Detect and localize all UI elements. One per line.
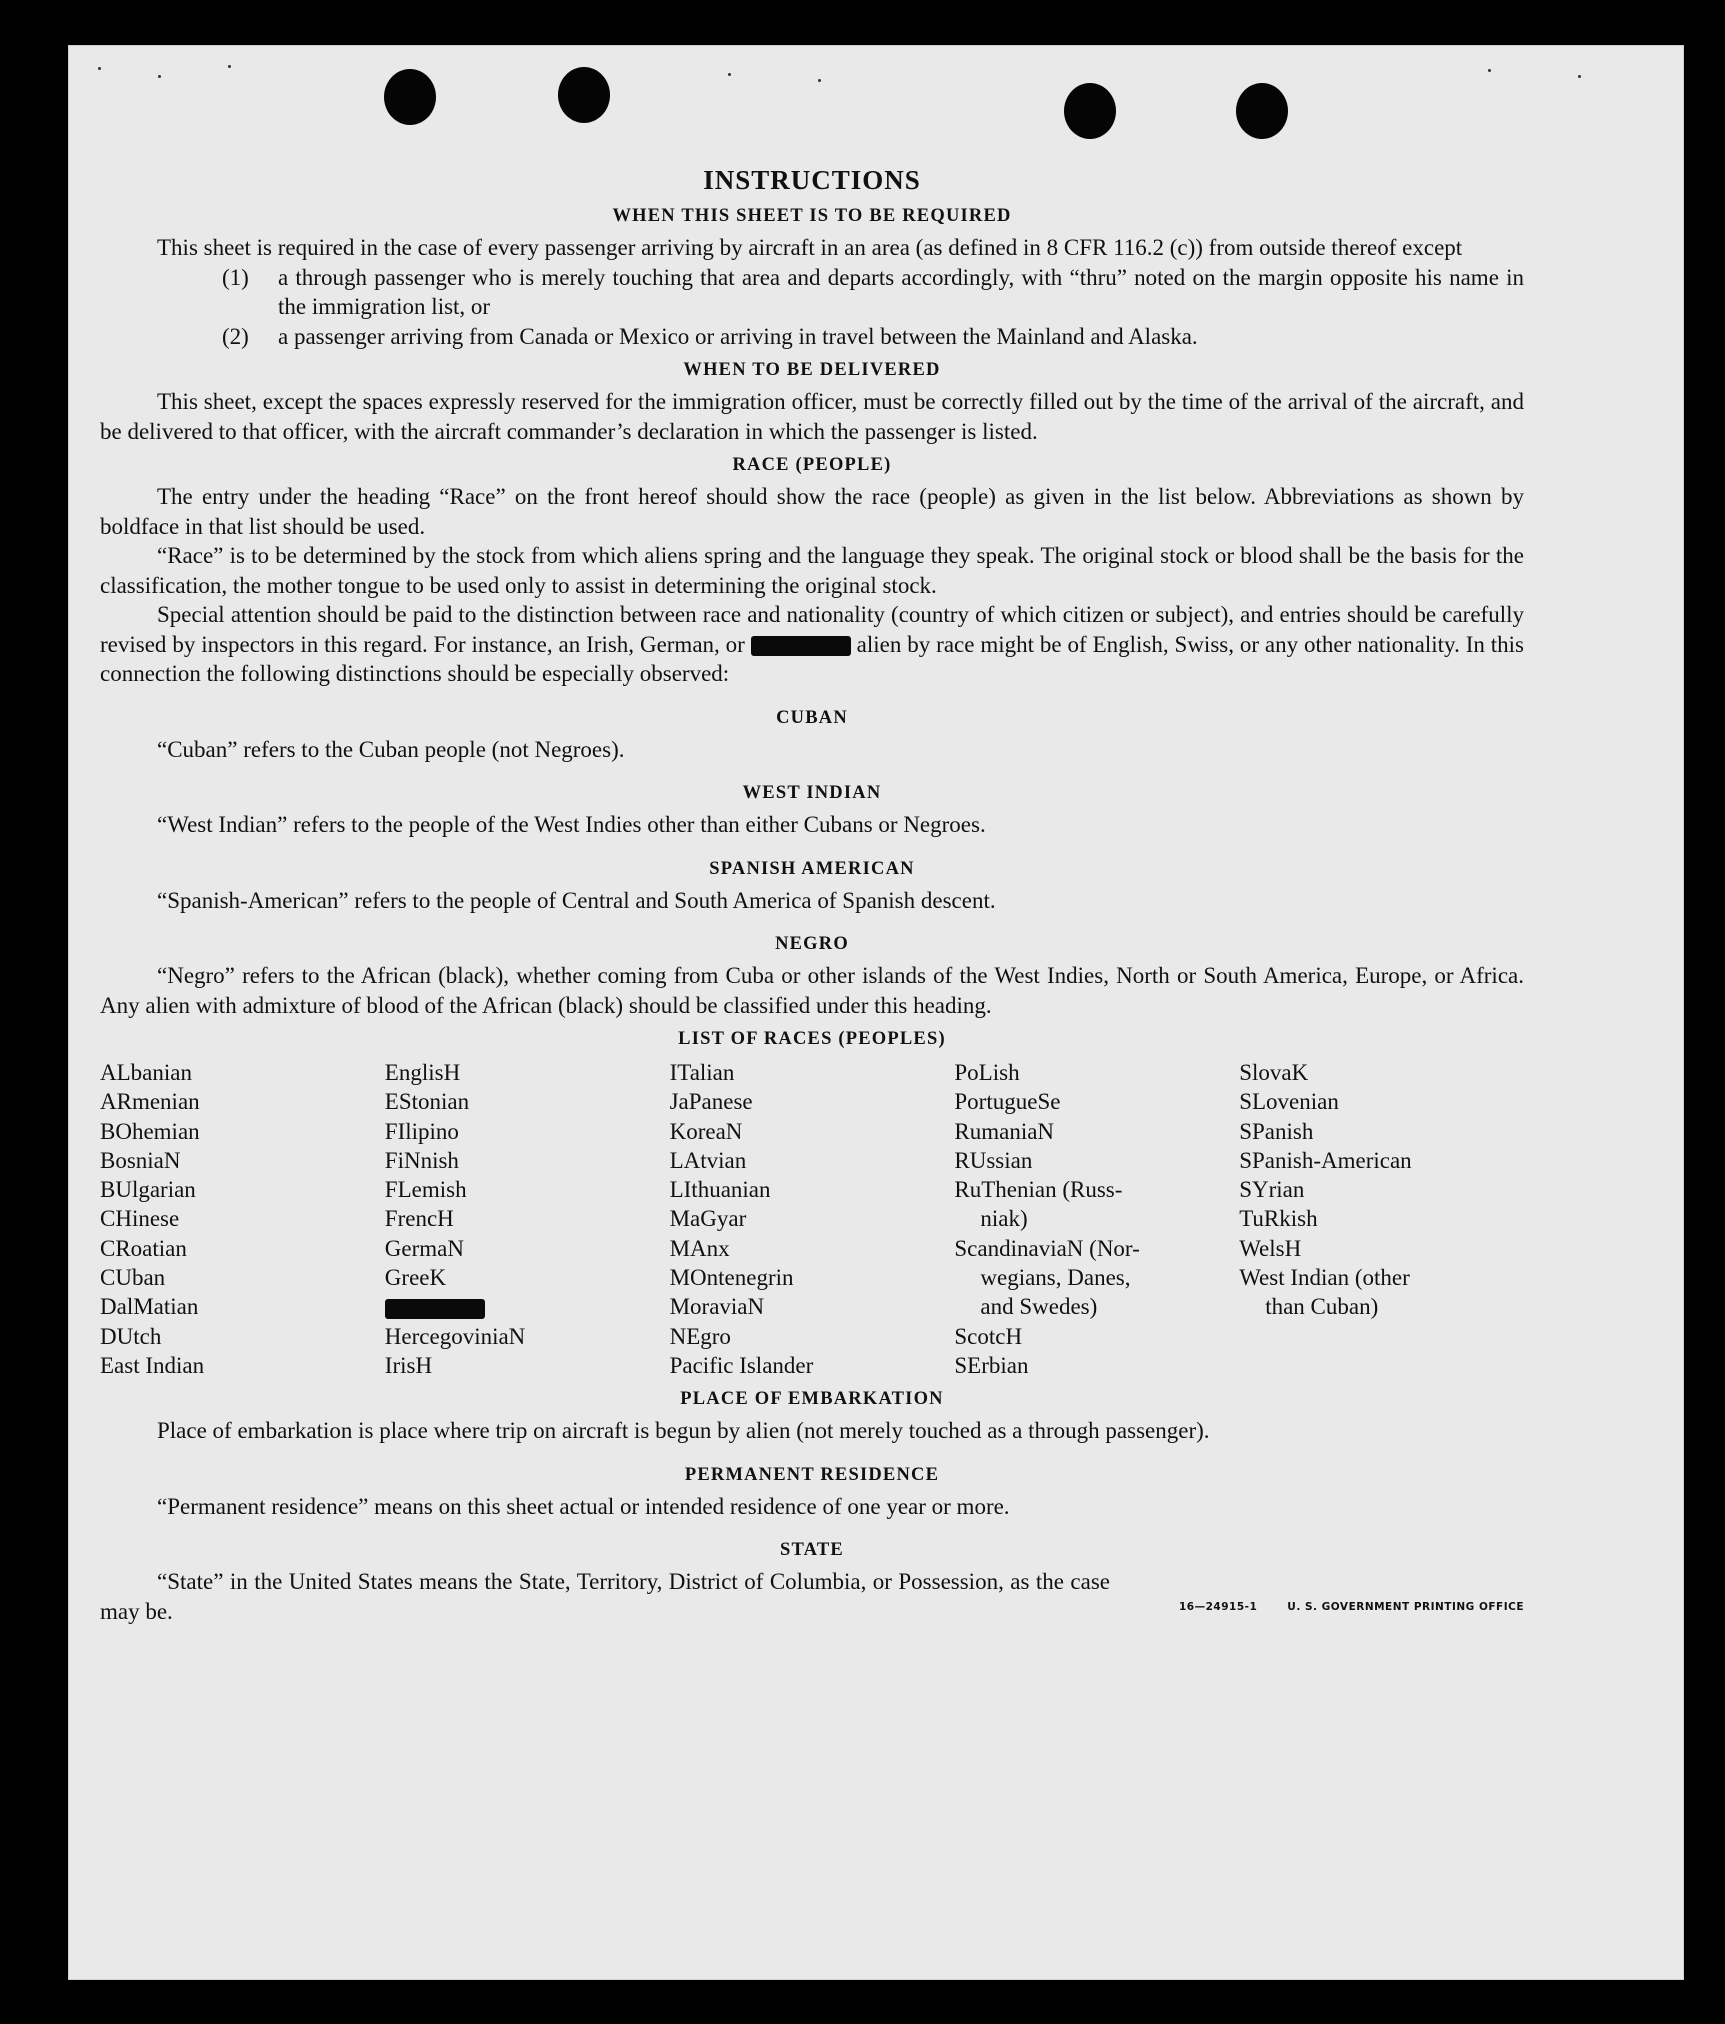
race-entry: MAnx [669, 1235, 730, 1261]
delivered-text: This sheet, except the spaces expressly reserved for the immigration officer, must be correctly filled out by the time of the arrival of the aircraft, and be delivered to that officer, with the aircraft commander’s declaration in which the passenger is listed. [100, 389, 1524, 444]
instructions-content [100, 163, 1524, 1626]
race-entry: CRoatian [100, 1235, 187, 1261]
heading-state: STATE [780, 1540, 844, 1561]
races-list [100, 1058, 1524, 1380]
race-entry: WelsH [1239, 1235, 1302, 1261]
race-entry: IrisH [384, 1352, 433, 1378]
state-and-footer [100, 1567, 1524, 1626]
race-entry: MOntenegrin [669, 1265, 794, 1291]
item-text: a passenger arriving from Canada or Mexico or arriving in travel between the Mainland and Alaska. [278, 323, 1198, 349]
cuban-text: “Cuban” refers to the Cuban people (not Negroes). [157, 736, 625, 762]
race-entry: FrencH [384, 1206, 454, 1232]
race-entry: CUban [100, 1265, 166, 1291]
heading-list-of-races: LIST OF RACES (PEOPLES) [678, 1029, 946, 1049]
heading-negro: NEGRO [775, 934, 849, 954]
race-entry: PoLish [954, 1060, 1020, 1085]
races-column-2 [385, 1058, 670, 1380]
race-entry: LAtvian [669, 1147, 747, 1173]
race-entry: SLovenian [1239, 1089, 1339, 1115]
form-number: 16—24915-1 [1178, 1600, 1258, 1613]
race-paragraph-3 [100, 600, 1524, 689]
spanish-american-text: “Spanish-American” refers to the people of Central and South America of Spanish descent. [157, 887, 996, 913]
race-entry: BOhemian [100, 1118, 200, 1144]
item-text: a through passenger who is merely touching that area and departs accordingly, with “thru” noted on the margin opposite his name in the immigration list, or [278, 264, 1524, 319]
race-entry: SPanish [1239, 1118, 1314, 1144]
item-number: (1) [222, 264, 249, 290]
punch-hole [384, 69, 436, 125]
punch-hole [1064, 83, 1116, 139]
heading-spanish-american: SPANISH AMERICAN [709, 858, 915, 879]
west-indian-text: “West Indian” refers to the people of the West Indies other than either Cubans or Negroes. [157, 812, 986, 837]
races-column-4 [954, 1058, 1239, 1380]
punch-hole [558, 67, 610, 123]
exception-item [100, 322, 1524, 352]
race-entry: LIthuanian [669, 1177, 771, 1203]
races-column-5 [1239, 1058, 1524, 1380]
race-entry: NEgro [669, 1323, 731, 1349]
race-paragraph-3-end: alien by race might be of English, Swiss, or any other nationality. In this connection the following distinctions should be especially observed: [100, 631, 1525, 686]
printer-imprint [1179, 1593, 1524, 1627]
heading-embarkation: PLACE OF EMBARKATION [680, 1389, 944, 1410]
race-entry: DalMatian [100, 1294, 199, 1320]
speck [728, 73, 731, 76]
heading-delivered: WHEN TO BE DELIVERED [683, 360, 941, 380]
document-page [68, 45, 1684, 1980]
race-entry: TuRkish [1239, 1206, 1318, 1232]
speck [98, 67, 101, 70]
race-entry: FIlipino [384, 1118, 459, 1144]
printer-name: U. S. GOVERNMENT PRINTING OFFICE [1287, 1600, 1524, 1613]
race-entry: EnglisH [384, 1060, 461, 1085]
race-entry: West Indian (other [1239, 1265, 1410, 1291]
race-entry: East Indian [100, 1352, 205, 1378]
race-entry: MaGyar [669, 1206, 747, 1232]
residence-text: “Permanent residence” means on this sheet actual or intended residence of one year or more. [157, 1493, 1010, 1519]
race-entry: GreeK [384, 1265, 447, 1291]
race-entry: RuThenian (Russ- [954, 1177, 1123, 1203]
heading-west-indian: WEST INDIAN [742, 783, 882, 803]
race-entry: BosniaN [100, 1147, 181, 1173]
race-entry: BUlgarian [100, 1177, 196, 1203]
race-entry: ScotcH [954, 1323, 1023, 1349]
race-entry: FLemish [384, 1177, 467, 1203]
race-entry: SPanish-American [1239, 1147, 1412, 1173]
race-entry: RumaniaN [954, 1118, 1055, 1144]
speck [1488, 69, 1491, 72]
race-paragraph-1: The entry under the heading “Race” on the front hereof should show the race (people) as given in the list below. Abbreviations as shown by boldface in that list should be used. [100, 484, 1524, 539]
race-entry-redacted [385, 1292, 670, 1321]
races-column-1 [100, 1058, 385, 1380]
race-entry: JaPanese [669, 1089, 753, 1115]
punch-hole [1236, 83, 1288, 139]
embarkation-text: Place of embarkation is place where trip on aircraft is begun by alien (not merely touched as a through passenger). [157, 1418, 1210, 1444]
exception-item [100, 263, 1524, 322]
race-entry-continued: niak) [980, 1206, 1028, 1232]
negro-text: “Negro” refers to the African (black), whether coming from Cuba or other islands of the West Indies, North or South America, Europe, or Africa. Any alien with admixture of blood of the African (black) should be classified under this heading. [100, 963, 1524, 1018]
race-entry: SErbian [954, 1352, 1029, 1378]
race-entry: ALbanian [100, 1060, 192, 1085]
race-entry: MoraviaN [669, 1294, 765, 1320]
race-entry: DUtch [100, 1323, 162, 1349]
item-number: (2) [222, 323, 249, 349]
speck [1578, 75, 1581, 78]
race-entry-continued: than Cuban) [1265, 1294, 1379, 1320]
race-entry: ARmenian [100, 1089, 200, 1115]
heading-required: WHEN THIS SHEET IS TO BE REQUIRED [612, 206, 1012, 226]
race-entry: Pacific Islander [669, 1352, 814, 1378]
required-intro: This sheet is required in the case of every passenger arriving by aircraft in an area (as defined in 8 CFR 116.2 (c)) from outside thereof except [157, 235, 1463, 260]
race-entry: RUssian [954, 1147, 1033, 1173]
speck [818, 79, 821, 82]
race-entry: ITalian [669, 1060, 735, 1085]
race-entry-continued: and Swedes) [980, 1294, 1098, 1320]
heading-cuban: CUBAN [776, 707, 848, 728]
race-entry: CHinese [100, 1206, 180, 1232]
heading-permanent-residence: PERMANENT RESIDENCE [684, 1464, 940, 1485]
redaction-mark [385, 1299, 485, 1319]
speck [228, 65, 231, 68]
race-entry: SlovaK [1239, 1060, 1309, 1085]
redaction-mark [751, 636, 851, 656]
race-entry-continued: wegians, Danes, [980, 1265, 1131, 1291]
page-title: INSTRUCTIONS [703, 165, 921, 195]
race-paragraph-3-start: Special attention should be paid to the distinction between race and nationality (country of which citizen or subject), and entries should be carefully revised by inspectors in this regard. For instance, an Irish, German, or [100, 602, 1524, 657]
race-entry: KoreaN [669, 1118, 743, 1144]
race-entry: SYrian [1239, 1177, 1305, 1203]
heading-race: RACE (PEOPLE) [732, 455, 892, 475]
race-entry: HercegoviniaN [384, 1323, 526, 1349]
state-text: “State” in the United States means the State, Territory, District of Columbia, or Possession, as the case may be. [100, 1569, 1110, 1624]
race-entry: EStonian [384, 1089, 470, 1115]
races-column-3 [670, 1058, 955, 1380]
race-paragraph-2: “Race” is to be determined by the stock from which aliens spring and the language they speak. The original stock or blood shall be the basis for the classification, the mother tongue to be used only to assist in determining the original stock. [100, 543, 1524, 598]
race-entry: PortugueSe [954, 1089, 1061, 1115]
race-entry: ScandinaviaN (Nor- [954, 1235, 1140, 1261]
race-entry: GermaN [384, 1235, 464, 1261]
speck [158, 75, 161, 78]
race-entry: FiNnish [384, 1147, 459, 1173]
